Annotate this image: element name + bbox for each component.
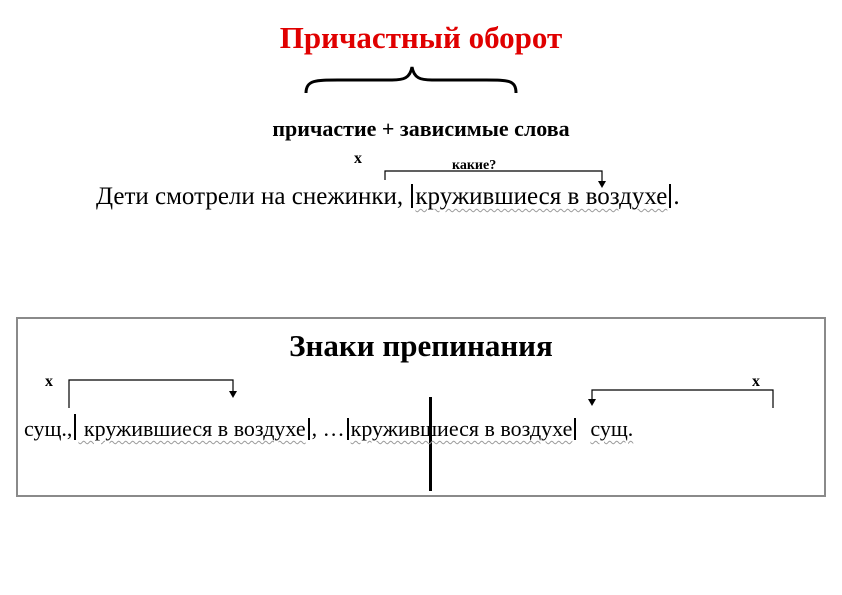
example-sentence: [96, 183, 680, 211]
center-divider: [429, 397, 432, 491]
example-question: какие?: [452, 158, 497, 173]
punctuation-title: Знаки препинания: [289, 328, 553, 363]
right-participle-phrase: кружившиеся в воздухе: [350, 416, 573, 441]
left-noun: сущ.,: [24, 416, 73, 441]
left-boundary-start: [74, 414, 76, 440]
phrase-boundary-right: [669, 184, 671, 208]
left-participle-phrase: кружившиеся в воздухе: [78, 416, 306, 441]
punctuation-pattern: [24, 414, 633, 442]
example-participle-phrase: кружившиеся в воздухе: [415, 183, 668, 210]
right-boundary-start: [347, 418, 349, 440]
middle-punctuation: , …: [311, 416, 345, 441]
phrase-boundary-left: [411, 184, 413, 208]
left-boundary-end: [308, 418, 310, 440]
example-sentence-end: .: [673, 183, 680, 210]
right-boundary-end: [574, 418, 576, 440]
left-x-mark: x: [45, 373, 53, 390]
right-x-mark: x: [752, 373, 760, 390]
example-x-mark: x: [354, 150, 362, 167]
formula-text: причастие + зависимые слова: [272, 116, 570, 141]
curly-brace: [306, 67, 516, 93]
page-title: Причастный оборот: [279, 20, 563, 55]
example-sentence-start: Дети смотрели на снежинки,: [96, 183, 410, 210]
right-noun: сущ.: [590, 416, 634, 441]
